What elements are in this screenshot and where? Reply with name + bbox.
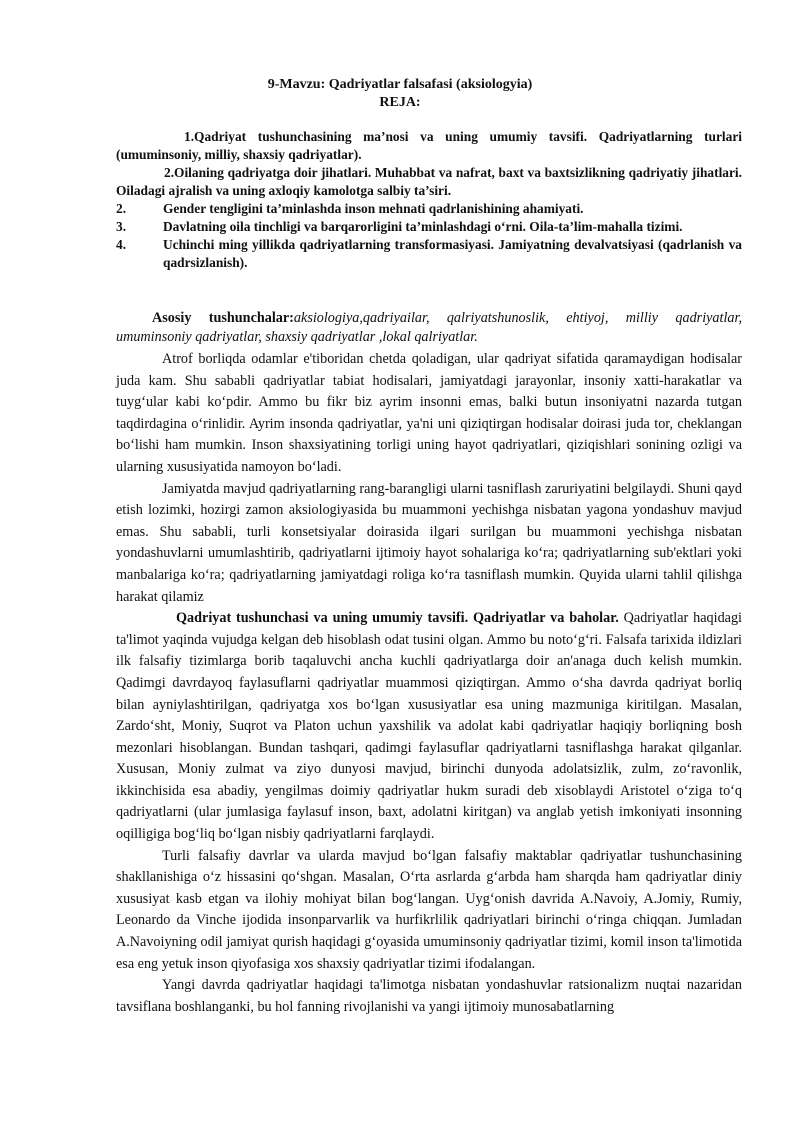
plan-item-4-number: 3. [116, 219, 127, 234]
plan-item-3 [116, 200, 742, 218]
paragraph-1: Atrof borliqda odamlar e'tiboridan chetda qoladigan, ular qadriyat sifatida qaramaydigan hodisalar juda kam. Shu sababli qadriyatlar tabiat hodisalari, jamiyatdagi jarayonlar, insoniy xatti-harakatlar va tuyg‘ular kabi ko‘pdir. Ammo bu fikr biz ayrim insonni emas, balki butun insoniyatni nazarda tutgan taqdirdagina o‘rinlidir. Ayrim insonda qadriyatlar, ya'ni uni qiziqtirgan hodisalar doirasi juda tor, cheklangan bo‘lishi ham mumkin. Inson shaxsiyatining torligi uning hayot qadriyatlari, qiziqishlari sonining ozligi va ularning xususiyatida namoyon bo‘ladi. [116, 351, 742, 475]
plan-list [116, 128, 742, 272]
paragraph-3 [116, 608, 742, 846]
plan-item-5-number: 4. [116, 237, 127, 252]
plan-heading: REJA: [379, 95, 421, 110]
key-concepts-list: aksiologiya,qadriyailar, qalriyatshunoslik, ehtiyoj, milliy qadriyatlar, umuminsoniy qadriyatlar, shaxsiy qadriyatlar ,lokal qalriyatlar. [116, 310, 742, 345]
paragraph-2: Jamiyatda mavjud qadriyatlarning rang-barangligi ularni tasniflash zaruriyatini belgilaydi. Shuni qayd etish lozimki, hozirgi zamon aksiologiyasida bu muammoni yechishga nisbatan yagona yondashuv mavjud emas. Shu sababli, turli konsetsiyalar doirasida ilgari surilgan bu muammoni yechishga nisbatan yondashuvlarni umumlashtirib, qadriyatlarni ijtimoiy hayot sohalariga ko‘ra; qadriyatlarning sub'ektlari yoki manbalariga ko‘ra; qadriyatlarning jamiyatdagi roliga ko‘ra tasniflash mumkin. Quyida ularni tahlil qilishga harakat qilamiz [116, 480, 742, 605]
plan-item-4 [116, 218, 742, 236]
plan-item-1: 1.Qadriyat tushunchasining ma’nosi va uning umumiy tavsifi. Qadriyatlarning turlari (umuminsoniy, milliy, shaxsiy qadriyatlar). [116, 129, 742, 162]
key-concepts-label: Asosiy tushunchalar: [152, 310, 294, 326]
plan-item-3-number: 2. [116, 201, 127, 216]
paragraph-4: Turli falsafiy davrlar va ularda mavjud bo‘lgan falsafiy maktablar qadriyatlar tushunchasining shakllanishiga o‘z hissasini qo‘shgan. Masalan, O‘rta asrlarda g‘arbda ham sharqda ham qadriyatlar diniy xususiyat kasb etgan va ilohiy mohiyat bilan bog‘langan. Uyg‘onish davrida A.Navoiy, A.Jomiy, Rumiy, Leonardo da Vinche ijodida insonparvarlik va hurfikrlilik qadriyatlari birinchi o‘ringa chiqqan. Jumladan A.Navoiyning odil jamiyat qurish haqidagi g‘oyasida umuminsoniy qadriyatlar tizimi, komil inson ta'limotida esa eng yetuk inson qiyofasiga xos shaxsiy qadriyatlar tizimi ifodalangan. [116, 847, 742, 972]
paragraph-3-text: Qadriyatlar haqidagi ta'limot yaqinda vujudga kelgan deb hisoblash odat tusini olgan. Ammo bu noto‘g‘ri. Falsafa tarixida ildizlari ilk falsafiy tizimlarga borib taqaluvchi ancha kuchli qadriyatlarga doir an'anaga duch kelish mumkin. Qadimgi davrdayoq faylasuflarni qadriyatlar muammosi qiziqtirgan. Ammo o‘sha davrda qadriyat borliq bilan ayniylashtirilgan, qadriyatga xos bo‘lgan xususiyatlar esa uning mazmuniga kiritilgan. Masalan, Zardo‘sht, Moniy, Suqrot va Platon uchun yaxshilik va adolat kabi qadriyatlar haqiqiy borliqning bosh mezonlari hisoblangan. Bundan tashqari, qadimgi faylasuflar qadriyatlarni tasniflashga harakat qilganlar. Xususan, Moniy zulmat va ziyo dunyosi mavjud, birinchi dunyoda adolatsizlik, zulm, zo‘ravonlik, ikkinchisida esa abadiy, yengilmas doimiy qadriyatlar hukm suradi deb xisoblaydi Aristotel o‘ziga to‘q qadriyatlarni (ular jumlasiga faylasuf inson, baxt, adolatni kiritgan) va anglab yetish imkoniyati insonning oqilligiga bog‘liq bo‘lgan nisbiy qadriyatlarni farqlaydi. [116, 610, 742, 843]
plan-item-5 [116, 236, 742, 272]
plan-item-5-text: Uchinchi ming yillikda qadriyatlarning transformasiyasi. Jamiyatning devalvatsiyasi (qadrlanish va qadrsizlanish). [163, 237, 742, 270]
plan-item-3-text: Gender tengligini ta’minlashda inson mehnati qadrlanishining ahamiyati. [163, 201, 584, 216]
key-concepts-paragraph [116, 309, 742, 347]
plan-item-2: 2.Oilaning qadriyatga doir jihatlari. Muhabbat va nafrat, baxt va baxtsizlikning qadriyatiy jihatlari. Oiladagi ajralish va uning axloqiy kamolotga salbiy ta’siri. [116, 165, 742, 198]
lecture-title: 9-Mavzu: Qadriyatlar falsafasi (aksiologyia) [267, 77, 533, 92]
document-body [116, 309, 742, 1018]
section-heading-inline: Qadriyat tushunchasi va uning umumiy tavsifi. Qadriyatlar va baholar. [176, 610, 619, 627]
plan-item-4-text: Davlatning oila tinchligi va barqarorligini ta’minlashdagi o‘rni. Oila-ta’lim-mahalla tizimi. [163, 219, 683, 234]
paragraph-5: Yangi davrda qadriyatlar haqidagi ta'limotga nisbatan yondashuvlar ratsionalizm nuqtai nazaridan tavsiflana boshlanganki, bu hol fanning rivojlanishi va yangi ijtimoiy munosabatlarning [116, 977, 742, 1015]
